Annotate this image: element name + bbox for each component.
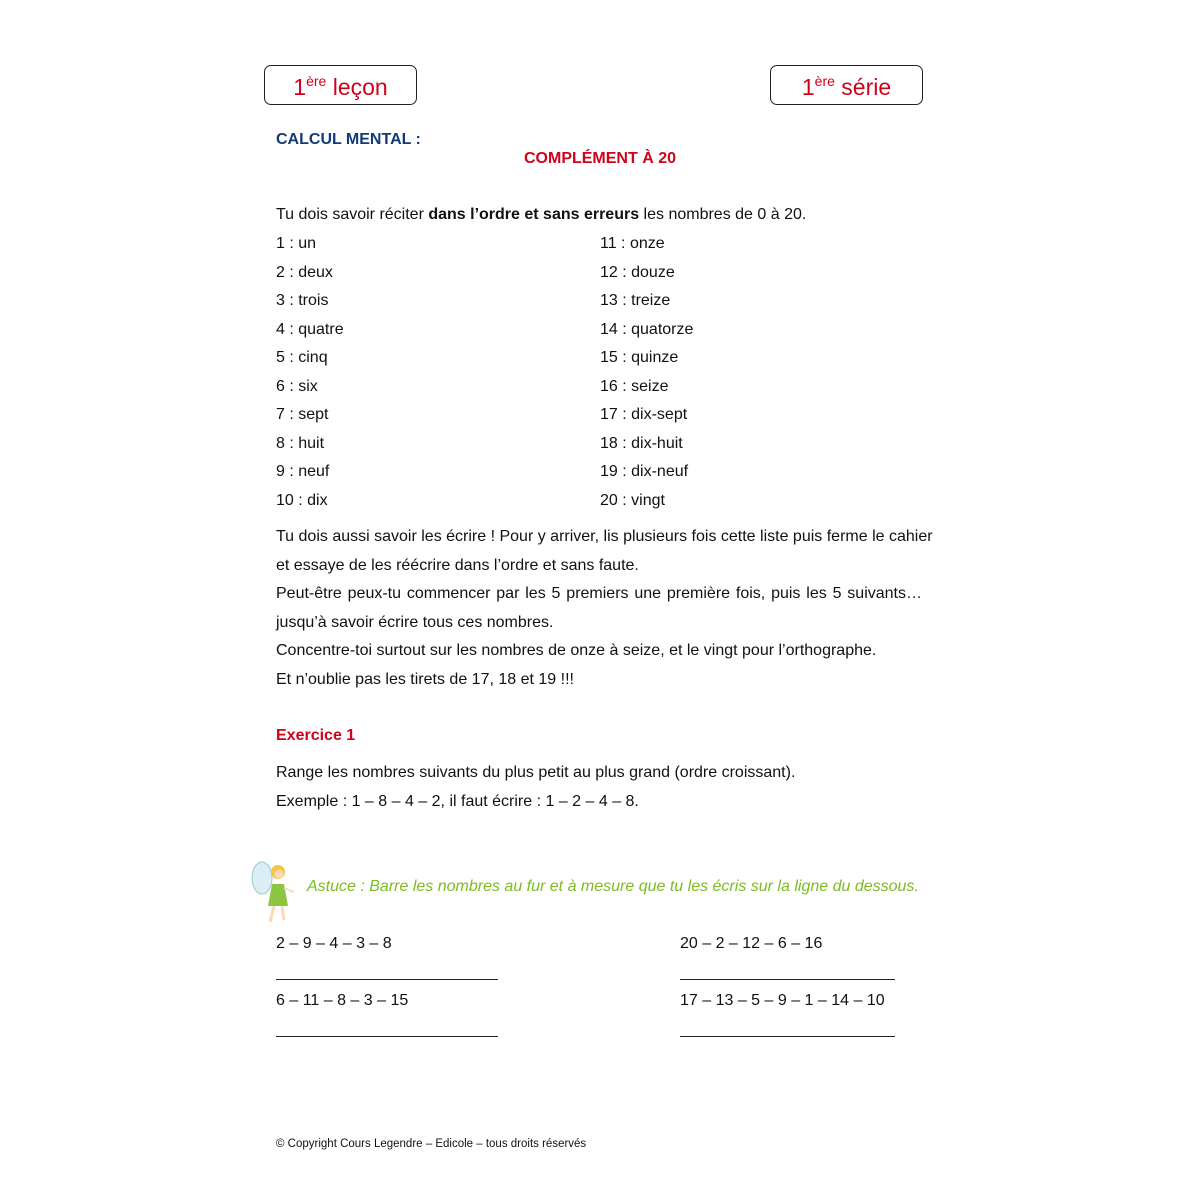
exercise-title: Exercice 1: [276, 727, 356, 744]
exercise-example: Exemple : 1 – 8 – 4 – 2, il faut écrire : 1 – 2 – 4 – 8.: [276, 793, 639, 810]
fairy-illustration: [248, 858, 298, 926]
sequence-3: 6 – 11 – 8 – 3 – 15: [276, 992, 409, 1009]
number-word-item: 12 : douze: [600, 263, 675, 281]
copyright: © Copyright Cours Legendre – Edicole – tous droits réservés: [276, 1138, 587, 1150]
sequence-4: 17 – 13 – 5 – 9 – 1 – 14 – 10: [680, 992, 885, 1009]
answer-line-1[interactable]: [276, 979, 498, 980]
lesson-number: 1: [293, 74, 307, 100]
number-word-item: 10 : dix: [276, 491, 328, 509]
number-word-item: 18 : dix-huit: [600, 434, 683, 452]
lesson-label: leçon: [326, 74, 388, 100]
sequence-2: 20 – 2 – 12 – 6 – 16: [680, 935, 823, 952]
number-word-item: 6 : six: [276, 377, 318, 395]
number-word-item: 9 : neuf: [276, 463, 330, 480]
number-word-item: 7 : sept: [276, 406, 329, 423]
paragraph-line: Tu dois aussi savoir les écrire ! Pour y arriver, lis plusieurs fois cette liste puis ferme le cahier: [276, 528, 933, 545]
number-word-item: 13 : treize: [600, 292, 671, 309]
number-word-item: 11 : onze: [600, 235, 665, 252]
series-sup: ère: [814, 73, 835, 89]
answer-line-2[interactable]: [680, 979, 895, 980]
answer-line-4[interactable]: [680, 1036, 895, 1037]
number-word-item: 2 : deux: [276, 263, 333, 281]
number-word-item: 17 : dix-sept: [600, 406, 688, 423]
intro-after: les nombres de 0 à 20.: [639, 206, 807, 223]
number-word-item: 5 : cinq: [276, 349, 328, 366]
paragraph-line: Peut-être peux-tu commencer par les 5 premiers une première fois, puis les 5 suivants…: [276, 585, 922, 602]
paragraph-line: et essaye de les réécrire dans l’ordre et sans faute.: [276, 556, 639, 574]
section-title: CALCUL MENTAL :: [276, 131, 421, 148]
answer-line-3[interactable]: [276, 1036, 498, 1037]
number-word-item: 15 : quinze: [600, 349, 679, 366]
number-word-item: 19 : dix-neuf: [600, 463, 689, 480]
series-label: série: [834, 74, 892, 100]
series-label-box: [770, 65, 923, 105]
intro-before: Tu dois savoir réciter: [276, 206, 429, 223]
number-word-item: 8 : huit: [276, 434, 325, 452]
lesson-sup: ère: [306, 73, 327, 89]
lesson-label-box: [264, 65, 417, 105]
number-word-item: 4 : quatre: [276, 320, 344, 338]
intro-bold: dans l’ordre et sans erreurs: [428, 206, 640, 223]
paragraph-line: Concentre-toi surtout sur les nombres de onze à seize, et le vingt pour l’orthographe.: [276, 642, 877, 659]
series-number: 1: [801, 74, 815, 100]
sequence-1: 2 – 9 – 4 – 3 – 8: [276, 935, 392, 952]
number-word-item: 20 : vingt: [600, 491, 665, 509]
number-word-item: 3 : trois: [276, 292, 329, 309]
paragraph-line: Et n’oublie pas les tirets de 17, 18 et 19 !!!: [276, 670, 574, 688]
number-word-item: 14 : quatorze: [600, 320, 694, 338]
paragraph-line: jusqu’à savoir écrire tous ces nombres.: [276, 613, 554, 631]
tip-text: Astuce : Barre les nombres au fur et à mesure que tu les écris sur la ligne du dessous.: [307, 878, 919, 895]
intro-text: [276, 206, 806, 224]
subtitle: COMPLÉMENT À 20: [523, 150, 676, 167]
number-word-item: 1 : un: [276, 235, 317, 252]
exercise-instruction: Range les nombres suivants du plus petit au plus grand (ordre croissant).: [276, 764, 796, 781]
number-word-item: 16 : seize: [600, 377, 669, 395]
